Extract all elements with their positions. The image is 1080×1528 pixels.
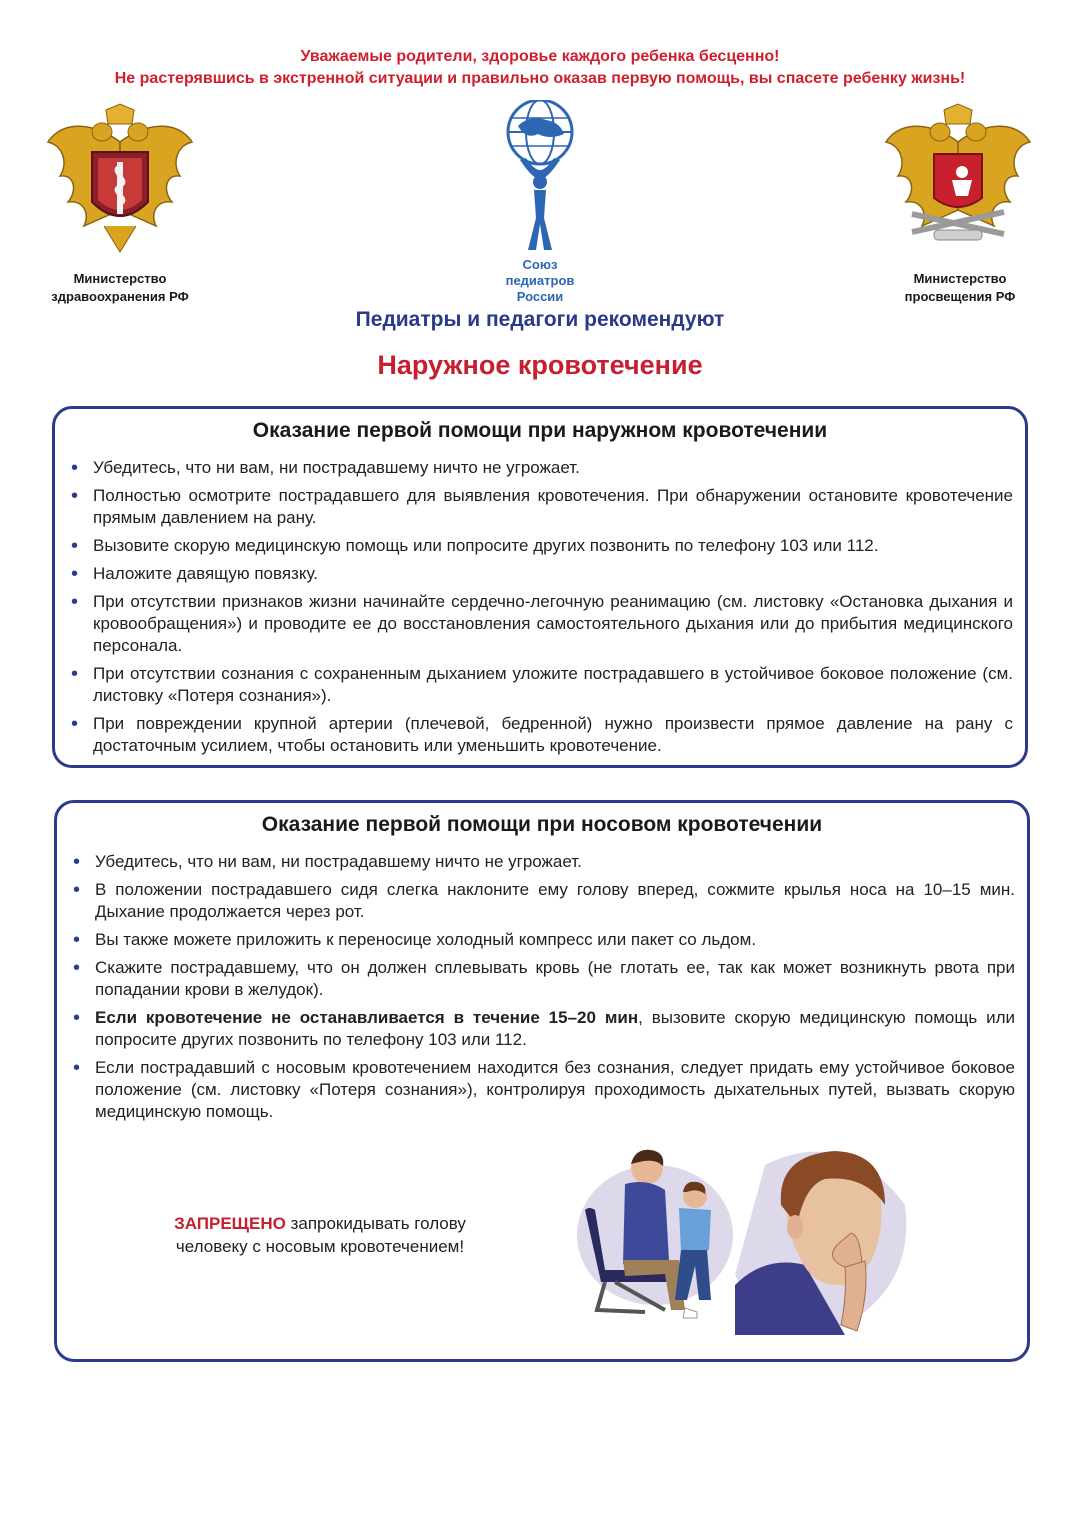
list-item: • Скажите пострадавшему, что он должен сплевывать кровь (не глотать ее, так как может возникнуть рвота при попадании крови в желудок). xyxy=(95,957,1015,1001)
globe-person-icon xyxy=(500,100,580,260)
center-logo-line-2: педиатров xyxy=(505,273,575,288)
list-item: • Наложите давящую повязку. xyxy=(93,563,1013,585)
coat-of-arms-icon xyxy=(882,102,1034,262)
left-logo-line-1: Министерство xyxy=(73,271,167,286)
list-item: • Убедитесь, что ни вам, ни пострадавшему ничто не угрожает. xyxy=(93,457,1013,479)
right-logo-line-1: Министерство xyxy=(913,271,1007,286)
coat-of-arms-icon xyxy=(44,102,196,262)
list-item: • Если пострадавший с носовым кровотечением находится без сознания, следует придать ему устойчивое боковое положение (см. листовку «Потеря сознания»), контролируя проходимость дыхательных путей, вызвать скорую медицинскую помощь. xyxy=(95,1057,1015,1123)
instruction-list xyxy=(57,851,1027,1123)
forbidden-text-2: человеку с носовым кровотечением! xyxy=(175,1237,465,1256)
list-item: • При повреждении крупной артерии (плечевой, бедренной) нужно произвести прямое давление на рану с достаточным усилием, чтобы остановить или уменьшить кровотечение. xyxy=(93,713,1013,757)
nosebleed-closeup-illustration xyxy=(725,1135,915,1345)
list-item: • Полностью осмотрите пострадавшего для выявления кровотечения. При обнаружении остановите кровотечение прямым давлением на рану. xyxy=(93,485,1013,529)
section-title: Оказание первой помощи при наружном кровотечении xyxy=(252,419,828,442)
right-logo-line-2: просвещения РФ xyxy=(904,289,1016,304)
list-item: • При отсутствии сознания с сохраненным дыханием уложите пострадавшего в устойчивое боковое положение (см. листовку «Потеря сознания»). xyxy=(93,663,1013,707)
list-item-rest: , вызовите скорую медицинскую помощь или попросите других позвонить по телефону 103 или 112. xyxy=(95,1008,1015,1049)
list-item: • Вызовите скорую медицинскую помощь или попросите других позвонить по телефону 103 или 112. xyxy=(93,535,1013,557)
instruction-list xyxy=(55,457,1025,757)
list-item: • Убедитесь, что ни вам, ни пострадавшему ничто не угрожает. xyxy=(95,851,1015,873)
left-logo-line-2: здравоохранения РФ xyxy=(51,289,189,304)
list-item: • При отсутствии признаков жизни начинайте сердечно-легочную реанимацию (см. листовку «Остановка дыхания и кровообращения») и проводите ее до восстановления самостоятельного дыхания или до прибытия медицинского персонала. xyxy=(93,591,1013,657)
page-title: Наружное кровотечение xyxy=(377,350,703,380)
list-item: • Вы также можете приложить к переносице холодный компресс или пакет со льдом. xyxy=(95,929,1015,951)
center-logo-line-3: России xyxy=(516,289,564,304)
center-logo-line-1: Союз xyxy=(522,257,558,272)
subtitle: Педиатры и педагоги рекомендуют xyxy=(355,308,725,331)
external-bleeding-section xyxy=(52,406,1028,768)
forbidden-text-1: запрокидывать голову xyxy=(285,1214,466,1233)
header-line-1: Уважаемые родители, здоровье каждого ребенка бесценно! xyxy=(300,48,780,65)
list-item: • В положении пострадавшего сидя слегка наклоните ему голову вперед, сожмите крылья носа на 10–15 мин. Дыхание продолжается через рот. xyxy=(95,879,1015,923)
bold-warning-text: Если кровотечение не останавливается в течение 15–20 мин xyxy=(95,1008,639,1027)
header-line-2: Не растерявшись в экстренной ситуации и правильно оказав первую помощь, вы спасете ребенку жизнь! xyxy=(114,70,966,87)
section-title: Оказание первой помощи при носовом кровотечении xyxy=(261,813,823,836)
list-item xyxy=(95,1007,1015,1051)
nosebleed-illustration xyxy=(575,1140,735,1330)
forbidden-label: ЗАПРЕЩЕНО xyxy=(174,1214,286,1233)
forbidden-warning xyxy=(130,1212,510,1258)
